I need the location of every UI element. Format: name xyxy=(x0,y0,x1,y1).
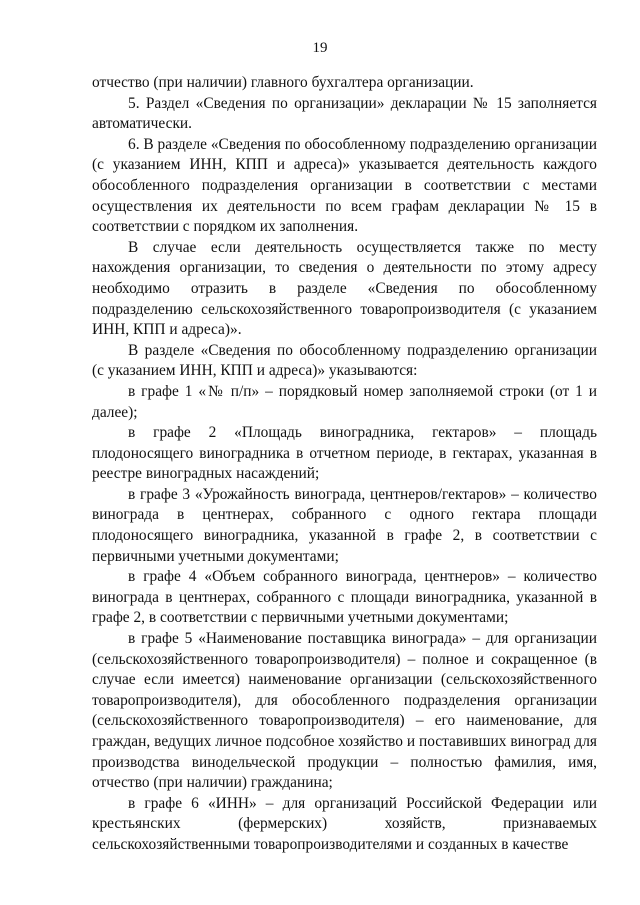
paragraph-item-5: 5. Раздел «Сведения по организации» декларации № 15 заполняется автоматически. xyxy=(92,94,597,133)
paragraph-continuation: отчество (при наличии) главного бухгалтера организации. xyxy=(92,74,474,91)
paragraph-column-6: в графе 6 «ИНН» – для организаций Российской Федерации или крестьянских (фермерских) хозяйств, признаваемых сельскохозяйственными товаропроизводителями и созданных в качестве xyxy=(92,794,597,853)
page-number: 19 xyxy=(312,40,328,56)
paragraph-column-5: в графе 5 «Наименование поставщика винограда» – для организации (сельскохозяйственного товаропроизводителя) – полное и сокращенное (в случае если имеется) наименование организации (сельскохозяйственного товаропроизводителя), для обособленного подразделения организации (сельскохозяйственного товаропроизводителя) – его наименование, для граждан, ведущих личное подсобное хозяйство и поставивших виноград для производства винодельческой продукции – полностью фамилия, имя, отчество (при наличии) гражданина; xyxy=(92,630,597,792)
paragraph-same-location: В случае если деятельность осуществляется также по месту нахождения организации, то сведения о деятельности по этому адресу необходимо отразить в разделе «Сведения по обособленному подразделению сельскохозяйственного товаропроизводителя (с указанием ИНН, КПП и адреса)». xyxy=(92,238,597,339)
paragraph-column-1: в графе 1 «№ п/п» – порядковый номер заполняемой строки (от 1 и далее); xyxy=(92,382,597,421)
paragraph-column-3: в графе 3 «Урожайность винограда, центнеров/гектаров» – количество винограда в центнерах, собранного с одного гектара площади плодоносящего виноградника, указанной в графе 2, в соответствии с первичными учетными документами; xyxy=(92,485,597,565)
document-body xyxy=(92,73,597,856)
paragraph-column-4: в графе 4 «Объем собранного винограда, центнеров» – количество винограда в центнерах, собранного с площади виноградника, указанной в графе 2, в соответствии с первичными учетными документами; xyxy=(92,568,597,627)
paragraph-column-2: в графе 2 «Площадь виноградника, гектаров» – площадь плодоносящего виноградника в отчетном периоде, в гектарах, указанная в реестре виноградных насаждений; xyxy=(92,424,597,483)
paragraph-item-6: 6. В разделе «Сведения по обособленному подразделению организации (с указанием ИНН, КПП и адреса)» указывается деятельность каждого обособленного подразделения организации в соответствии с местами осуществления их деятельности по всем графам декларации № 15 в соответствии с порядком их заполнения. xyxy=(92,135,597,236)
paragraph-section-intro: В разделе «Сведения по обособленному подразделению организации (с указанием ИНН, КПП и адреса)» указываются: xyxy=(92,341,597,380)
